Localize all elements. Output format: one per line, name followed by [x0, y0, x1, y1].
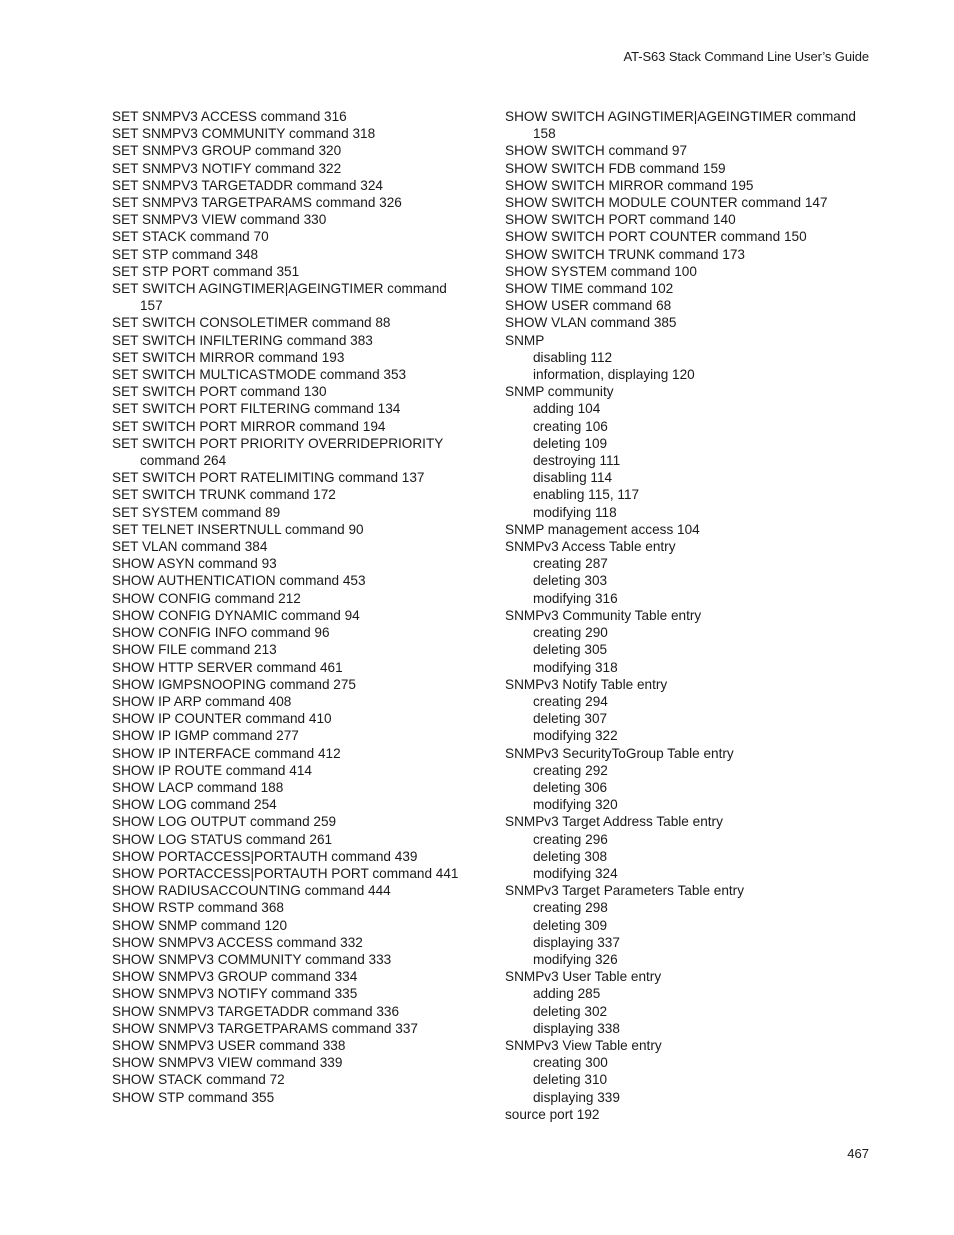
index-entry: SNMP management access 104 — [505, 521, 700, 537]
running-header: AT-S63 Stack Command Line User’s Guide — [623, 49, 869, 64]
index-entry: SHOW SNMPV3 USER command 338 — [112, 1037, 346, 1053]
index-entry: SET VLAN command 384 — [112, 539, 268, 555]
index-subentry: deleting 309 — [533, 917, 608, 933]
index-column-left — [112, 108, 482, 1106]
index-entry: SHOW FILE command 213 — [112, 642, 277, 658]
index-subentry: modifying 324 — [533, 865, 618, 881]
index-entry: SHOW SNMPV3 NOTIFY command 335 — [112, 986, 358, 1002]
index-entry: SHOW USER command 68 — [505, 298, 672, 314]
index-entry: SET STACK command 70 — [112, 229, 269, 245]
index-entry: SET SNMPV3 TARGETADDR command 324 — [112, 177, 383, 193]
index-entry: SHOW TIME command 102 — [505, 281, 674, 297]
index-subentry: modifying 318 — [533, 659, 618, 675]
index-entry: SET STP PORT command 351 — [112, 263, 300, 279]
index-subentry: information, displaying 120 — [533, 367, 695, 383]
index-subentry: displaying 339 — [533, 1089, 620, 1105]
index-subentry: modifying 118 — [533, 504, 617, 520]
index-entry: SHOW ASYN command 93 — [112, 556, 277, 572]
index-entry: SHOW IGMPSNOOPING command 275 — [112, 676, 356, 692]
index-entry: SNMPv3 Access Table entry — [505, 539, 676, 555]
index-column-right — [505, 108, 885, 1123]
index-entry: SHOW LOG command 254 — [112, 797, 277, 813]
index-entry: SHOW SWITCH FDB command 159 — [505, 160, 726, 176]
index-subentry: disabling 112 — [533, 349, 613, 365]
index-subentry: modifying 320 — [533, 797, 618, 813]
index-entry: SET SWITCH PORT FILTERING command 134 — [112, 401, 401, 417]
index-subentry: modifying 326 — [533, 951, 618, 967]
index-entry: SHOW SWITCH PORT COUNTER command 150 — [505, 229, 807, 245]
index-entry: SHOW LACP command 188 — [112, 779, 284, 795]
index-entry: SET SWITCH PORT PRIORITY OVERRIDEPRIORITY — [112, 435, 444, 451]
index-subentry: creating 290 — [533, 625, 608, 641]
index-subentry: creating 292 — [533, 762, 608, 778]
index-subentry: deleting 302 — [533, 1003, 608, 1019]
index-entry: SET SWITCH PORT command 130 — [112, 384, 327, 400]
index-entry: SHOW PORTACCESS|PORTAUTH command 439 — [112, 848, 418, 864]
index-entry: SHOW SNMP command 120 — [112, 917, 288, 933]
index-entry: SET SYSTEM command 89 — [112, 504, 281, 520]
index-entry: SHOW IP ROUTE command 414 — [112, 762, 312, 778]
index-subentry: destroying 111 — [533, 453, 621, 469]
index-entry: SHOW LOG STATUS command 261 — [112, 831, 333, 847]
index-subentry: creating 287 — [533, 556, 608, 572]
index-subentry: enabling 115, 117 — [533, 487, 640, 503]
index-subentry: displaying 338 — [533, 1020, 620, 1036]
index-subentry: deleting 305 — [533, 642, 608, 658]
index-entry: SHOW HTTP SERVER command 461 — [112, 659, 343, 675]
index-entry: SHOW PORTACCESS|PORTAUTH PORT command 441 — [112, 865, 459, 881]
index-subentry: deleting 303 — [533, 573, 608, 589]
index-entry: SHOW SYSTEM command 100 — [505, 263, 697, 279]
index-entry: SET SNMPV3 GROUP command 320 — [112, 143, 342, 159]
index-entry: SET SWITCH PORT RATELIMITING command 137 — [112, 470, 425, 486]
index-entry: SHOW SNMPV3 ACCESS command 332 — [112, 934, 363, 950]
index-entry: SET SNMPV3 TARGETPARAMS command 326 — [112, 195, 402, 211]
index-entry: SHOW IP COUNTER command 410 — [112, 711, 332, 727]
index-entry: SHOW SWITCH PORT command 140 — [505, 212, 736, 228]
index-entry: SET SWITCH MULTICASTMODE command 353 — [112, 367, 407, 383]
index-entry: SNMPv3 View Table entry — [505, 1037, 662, 1053]
index-entry: SNMPv3 Target Address Table entry — [505, 814, 723, 830]
index-entry: SHOW LOG OUTPUT command 259 — [112, 814, 337, 830]
index-entry: SET SWITCH AGINGTIMER|AGEINGTIMER command — [112, 281, 447, 297]
index-entry: SNMP — [505, 332, 545, 348]
index-subentry: modifying 322 — [533, 728, 618, 744]
index-entry: SHOW CONFIG INFO command 96 — [112, 625, 330, 641]
index-subentry: adding 104 — [533, 401, 601, 417]
index-entry: SHOW RSTP command 368 — [112, 900, 284, 916]
index-entry: SHOW SWITCH MIRROR command 195 — [505, 177, 754, 193]
index-entry: SET SNMPV3 ACCESS command 316 — [112, 109, 347, 124]
index-entry: SHOW CONFIG DYNAMIC command 94 — [112, 607, 360, 623]
index-entry: SNMPv3 Notify Table entry — [505, 676, 668, 692]
index-subentry: deleting 307 — [533, 711, 608, 727]
index-entry: SHOW CONFIG command 212 — [112, 590, 301, 606]
index-entry: SHOW STACK command 72 — [112, 1072, 285, 1088]
index-entry: SHOW SWITCH command 97 — [505, 143, 688, 159]
index-entry: SHOW AUTHENTICATION command 453 — [112, 573, 366, 589]
index-subentry: displaying 337 — [533, 934, 620, 950]
page-number: 467 — [847, 1146, 869, 1161]
index-subentry: modifying 316 — [533, 590, 618, 606]
index-entry: SNMPv3 Community Table entry — [505, 607, 702, 623]
index-entry: SHOW VLAN command 385 — [505, 315, 677, 331]
index-entry: SNMPv3 User Table entry — [505, 969, 662, 985]
index-subentry: creating 296 — [533, 831, 608, 847]
index-entry: SHOW SWITCH TRUNK command 173 — [505, 246, 745, 262]
index-entry: SET SWITCH CONSOLETIMER command 88 — [112, 315, 391, 331]
index-subentry: 157 — [140, 298, 163, 314]
index-entry: SNMPv3 Target Parameters Table entry — [505, 883, 745, 899]
index-entry: SET SNMPV3 VIEW command 330 — [112, 212, 327, 228]
index-subentry: disabling 114 — [533, 470, 613, 486]
index-entry: SET SWITCH PORT MIRROR command 194 — [112, 418, 386, 434]
index-subentry: 158 — [533, 126, 556, 142]
index-subentry: adding 285 — [533, 986, 601, 1002]
index-subentry: deleting 308 — [533, 848, 608, 864]
index-subentry: deleting 109 — [533, 435, 608, 451]
index-subentry: deleting 310 — [533, 1072, 608, 1088]
index-entry: SHOW SNMPV3 VIEW command 339 — [112, 1055, 343, 1071]
index-entry: SHOW SNMPV3 COMMUNITY command 333 — [112, 951, 392, 967]
index-entry: SHOW SNMPV3 TARGETADDR command 336 — [112, 1003, 400, 1019]
index-entry: SHOW SWITCH MODULE COUNTER command 147 — [505, 195, 828, 211]
index-entry: SET TELNET INSERTNULL command 90 — [112, 521, 364, 537]
index-subentry: creating 106 — [533, 418, 608, 434]
index-entry: source port 192 — [505, 1106, 600, 1122]
index-entry: SET STP command 348 — [112, 246, 259, 262]
index-entry: SHOW SNMPV3 GROUP command 334 — [112, 969, 358, 985]
index-entry: SET SWITCH INFILTERING command 383 — [112, 332, 373, 348]
index-entry: SET SWITCH MIRROR command 193 — [112, 349, 345, 365]
index-entry: SHOW STP command 355 — [112, 1089, 275, 1105]
index-entry: SHOW RADIUSACCOUNTING command 444 — [112, 883, 391, 899]
index-entry: SHOW SWITCH AGINGTIMER|AGEINGTIMER command — [505, 109, 856, 124]
index-entry: SNMPv3 SecurityToGroup Table entry — [505, 745, 734, 761]
index-subentry: creating 294 — [533, 693, 608, 709]
index-entry: SET SWITCH TRUNK command 172 — [112, 487, 336, 503]
index-subentry: deleting 306 — [533, 779, 608, 795]
index-entry: SET SNMPV3 COMMUNITY command 318 — [112, 126, 376, 142]
index-entry: SET SNMPV3 NOTIFY command 322 — [112, 160, 342, 176]
index-subentry: creating 300 — [533, 1055, 608, 1071]
index-entry: SHOW SNMPV3 TARGETPARAMS command 337 — [112, 1020, 418, 1036]
index-entry: SHOW IP ARP command 408 — [112, 693, 292, 709]
index-subentry: creating 298 — [533, 900, 608, 916]
index-entry: SHOW IP IGMP command 277 — [112, 728, 299, 744]
index-subentry: command 264 — [140, 453, 227, 469]
index-entry: SNMP community — [505, 384, 614, 400]
index-entry: SHOW IP INTERFACE command 412 — [112, 745, 341, 761]
